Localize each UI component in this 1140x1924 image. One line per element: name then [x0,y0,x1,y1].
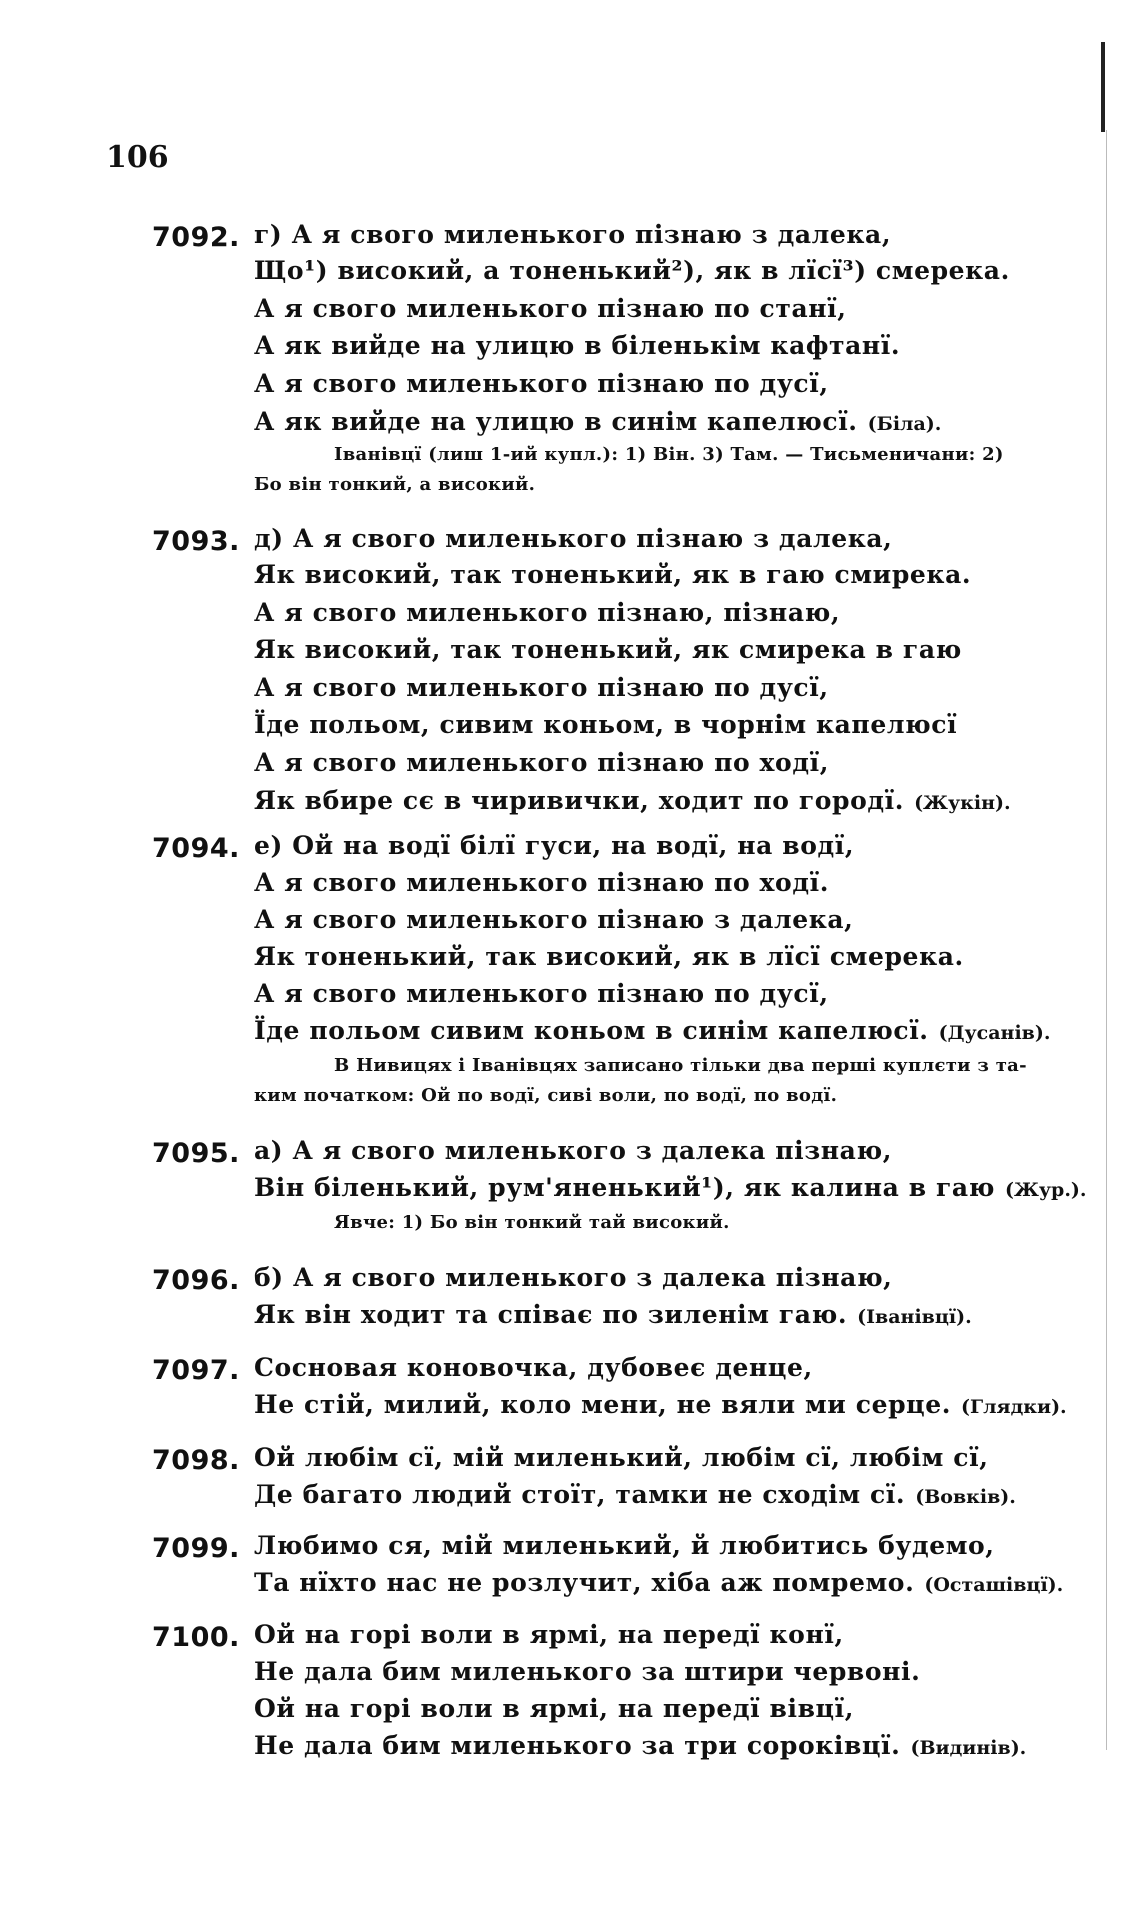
verse-line: Як тоненький, так високий, як в лїсї смерека. [254,942,964,971]
entry-number: 7097. [152,1355,240,1386]
place-name: (Вовків). [915,1486,1016,1508]
verse-line [254,1302,972,1327]
verse-line: Їде польом, сивим коньом, в чорнім капелюсї [254,710,958,739]
verse-line: А я свого миленького пізнаю по ходї. [254,868,829,897]
verse-text: Не стій, милий, коло мени, не вяли ми серце. [254,1390,952,1419]
place-name: (Іванівцї). [857,1306,972,1328]
entry-number: 7092. [152,222,240,253]
verse-text: Їде польом сивим коньом в синім капелюсї. [254,1016,929,1045]
margin-line [1106,130,1107,1750]
verse-line: Ой на горі воли в ярмі, на передї конї, [254,1620,844,1649]
verse-line [254,1733,1026,1758]
verse-line: Не дала бим миленького за штири червоні. [254,1657,921,1686]
verse-line [254,1018,1050,1043]
verse-text: Як він ходит та співає по зиленім гаю. [254,1300,848,1329]
verse-line: б) А я свого миленького з далека пізнаю, [254,1263,893,1292]
verse-line: Як високий, так тоненький, як в гаю смирека. [254,560,972,589]
verse-line: А я свого миленького пізнаю по дусї, [254,979,829,1008]
footnote: Бо він тонкий, а високий. [254,474,536,495]
verse-line [254,1175,1087,1200]
footnote: ким початком: Ой по водї, сиві воли, по водї, по водї. [254,1085,838,1106]
place-name: (Глядки). [961,1396,1067,1418]
verse-text: Та нїхто нас не розлучит, хіба аж помремо. [254,1568,915,1597]
verse-text: Він біленький, рум'яненький¹), як калина в гаю [254,1173,995,1202]
entry-number: 7093. [152,526,240,557]
verse-line: Як високий, так тоненький, як смирека в гаю [254,635,962,664]
verse-text: Де багато людий стоїт, тамки не сходім сї. [254,1480,906,1509]
verse-line: А я свого миленького пізнаю по станї, [254,294,847,323]
place-name: (Жукін). [914,792,1011,814]
place-name: (Видинів). [910,1737,1027,1759]
page-number: 106 [106,140,169,175]
verse-line: Що¹) високий, а тоненький²), як в лїсї³) смерека. [254,256,1010,285]
verse-line [254,1570,1063,1595]
verse-line: Любимо ся, мій миленький, й любитись будемо, [254,1531,995,1560]
verse-line [254,409,941,434]
entry-number: 7099. [152,1533,240,1564]
verse-line: А я свого миленького пізнаю по дусї, [254,369,829,398]
verse-text: А як вийде на улицю в синім капелюсї. [254,407,858,436]
verse-line: А як вийде на улицю в біленькім кафтанї. [254,331,901,360]
entry-number: 7098. [152,1445,240,1476]
entry-number: 7095. [152,1138,240,1169]
verse-line [254,1482,1016,1507]
footnote: Явче: 1) Бо він тонкий тай високий. [334,1212,730,1233]
verse-line: Ой на горі воли в ярмі, на передї вівцї, [254,1694,855,1723]
place-name: (Жур.). [1004,1179,1087,1201]
place-name: (Біла). [867,413,942,435]
verse-line: г) А я свого миленького пізнаю з далека, [254,220,892,249]
entry-number: 7094. [152,833,240,864]
verse-line: А я свого миленького пізнаю по ходї, [254,748,829,777]
verse-line: Сосновая коновочка, дубовеє денце, [254,1353,813,1382]
footnote: Іванівцї (лиш 1-ий купл.): 1) Він. 3) Там. — Тисьменичани: 2) [334,444,1004,465]
verse-line: А я свого миленького пізнаю по дусї, [254,673,829,702]
entry-number: 7100. [152,1622,240,1653]
verse-text: Не дала бим миленького за три сороківцї. [254,1731,901,1760]
margin-mark [1101,42,1105,132]
verse-line [254,788,1011,813]
verse-line: А я свого миленького пізнаю з далека, [254,905,854,934]
footnote: В Нивицях і Іванівцях записано тільки два перші куплєти з та- [334,1055,1027,1076]
verse-line: е) Ой на водї білї гуси, на водї, на водї, [254,831,855,860]
verse-text: Як вбире сє в чиривички, ходит по городї. [254,786,905,815]
verse-line: д) А я свого миленького пізнаю з далека, [254,524,893,553]
verse-line: А я свого миленького пізнаю, пізнаю, [254,598,841,627]
place-name: (Осташівцї). [924,1574,1064,1596]
entry-number: 7096. [152,1265,240,1296]
verse-line [254,1392,1067,1417]
place-name: (Дусанів). [938,1022,1051,1044]
verse-line: Ой любім сї, мій миленький, любім сї, любім сї, [254,1443,989,1472]
verse-line: а) А я свого миленького з далека пізнаю, [254,1136,893,1165]
